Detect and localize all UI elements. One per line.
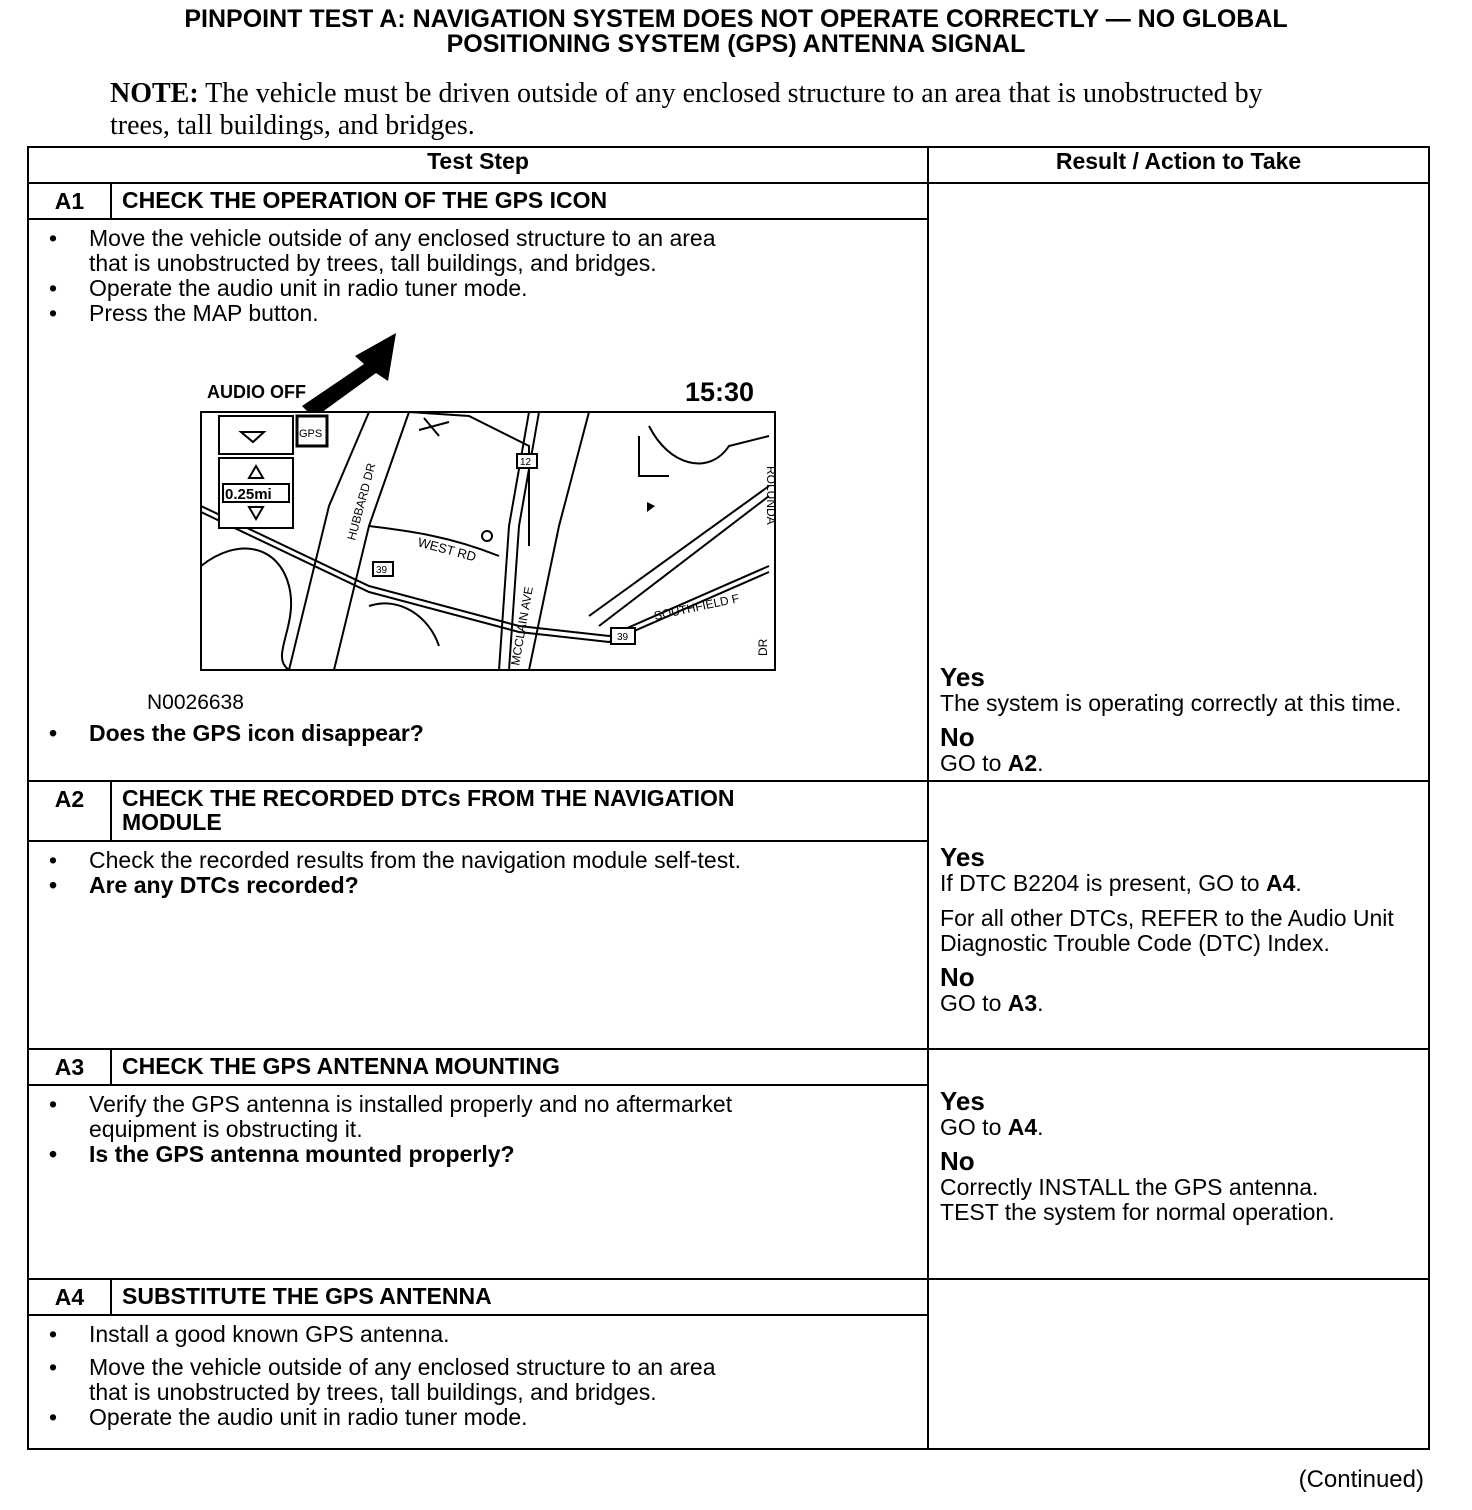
list-item: • Check the recorded results from the navigation module self-test. [49, 848, 917, 873]
col-result: Result / Action to Take [928, 147, 1429, 183]
street-label: ROLUNDA [764, 466, 778, 525]
no-text: GO to A3. [940, 990, 1044, 1016]
list-item: • Operate the audio unit in radio tuner mode. [49, 276, 917, 301]
street-label: WEST RD [416, 534, 478, 565]
no-text-1: Correctly INSTALL the GPS antenna. [940, 1174, 1319, 1200]
no-text: GO to A2. [940, 750, 1044, 776]
street-label: DR [756, 638, 770, 656]
step-a3-result [928, 1049, 1429, 1279]
step-a3-body [28, 1085, 928, 1279]
note [110, 78, 1310, 142]
yes-text-2: For all other DTCs, REFER to the Audio Unit Diagnostic Trouble Code (DTC) Index. [940, 905, 1394, 956]
step-a2-result [928, 781, 1429, 1049]
clock-label: 15:30 [685, 377, 755, 407]
figure-id: N0026638 [147, 691, 244, 714]
yes-label: Yes [940, 842, 985, 872]
list-item: • Does the GPS icon disappear? [49, 721, 917, 746]
step-a1-result [928, 183, 1429, 781]
yes-text: If DTC B2204 is present, GO to A4. [940, 870, 1302, 896]
step-title: CHECK THE OPERATION OF THE GPS ICON [111, 183, 928, 219]
step-title: SUBSTITUTE THE GPS ANTENNA [111, 1279, 928, 1315]
nav-map-screen [169, 326, 809, 686]
list-item: • Is the GPS antenna mounted properly? [49, 1142, 917, 1167]
step-a4-body [28, 1315, 928, 1449]
no-text-2: TEST the system for normal operation. [940, 1199, 1335, 1225]
no-label: No [940, 722, 975, 752]
step-a1-bullets [29, 220, 927, 326]
title-line-1: PINPOINT TEST A: NAVIGATION SYSTEM DOES NOT OPERATE CORRECTLY — NO GLOBAL [184, 5, 1288, 33]
yes-label: Yes [940, 662, 985, 692]
step-title: CHECK THE RECORDED DTCs FROM THE NAVIGATION MODULE [111, 781, 928, 841]
step-a3-bullets [29, 1086, 927, 1167]
note-label: NOTE: [110, 78, 199, 109]
street-label: HUBBARD DR [344, 461, 379, 542]
step-id: A3 [28, 1049, 111, 1085]
step-a4-title-row [28, 1279, 1429, 1315]
list-item: • Verify the GPS antenna is installed properly and no aftermarket equipment is obstructing it. [49, 1092, 917, 1142]
step-a2-body [28, 841, 928, 1049]
audio-off-label: AUDIO OFF [207, 382, 306, 402]
street-label: MCCLAIN AVE [508, 585, 536, 667]
yes-label: Yes [940, 1086, 985, 1116]
step-a2-title-row [28, 781, 1429, 841]
step-a1-body [28, 219, 928, 781]
note-text: The vehicle must be driven outside of any enclosed structure to an area that is unobstructed by trees, tall buildings, and bridges. [110, 78, 1263, 141]
step-a1-title-row [28, 183, 1429, 219]
yes-text: The system is operating correctly at this time. [940, 690, 1402, 716]
step-title: CHECK THE GPS ANTENNA MOUNTING [111, 1049, 928, 1085]
step-a1-question [29, 721, 927, 746]
step-id: A2 [28, 781, 111, 841]
list-item: • Move the vehicle outside of any enclosed structure to an area that is unobstructed by trees, tall buildings, and bridges. [49, 1355, 917, 1405]
nav-map-figure [29, 326, 927, 721]
table-header [28, 147, 1429, 183]
list-item: • Move the vehicle outside of any enclosed structure to an area that is unobstructed by trees, tall buildings, and bridges. [49, 226, 917, 276]
page-title [0, 7, 1472, 57]
list-item: • Operate the audio unit in radio tuner mode. [49, 1405, 917, 1430]
step-a2-bullets [29, 842, 927, 898]
step-id: A1 [28, 183, 111, 219]
pinpoint-table [27, 146, 1430, 1450]
no-label: No [940, 1146, 975, 1176]
list-item: • Are any DTCs recorded? [49, 873, 917, 898]
continued-label: (Continued) [1298, 1466, 1424, 1493]
scale-label: 0.25mi [225, 486, 272, 503]
yes-text: GO to A4. [940, 1114, 1044, 1140]
route-shield-label: 39 [376, 565, 388, 576]
step-id: A4 [28, 1279, 111, 1315]
gps-icon-label: GPS [299, 428, 323, 440]
step-a4-result [928, 1279, 1429, 1449]
step-a3-title-row [28, 1049, 1429, 1085]
route-shield-label: 12 [520, 457, 532, 468]
zoom-view-button [219, 416, 293, 454]
no-label: No [940, 962, 975, 992]
list-item: • Press the MAP button. [49, 301, 917, 326]
list-item: • Install a good known GPS antenna. [49, 1322, 917, 1347]
step-a4-bullets [29, 1316, 927, 1430]
col-test-step: Test Step [28, 147, 928, 183]
pointer-arrow-icon [302, 333, 396, 418]
route-shield-label: 39 [617, 632, 629, 643]
title-line-2: POSITIONING SYSTEM (GPS) ANTENNA SIGNAL [446, 30, 1026, 58]
street-label: SOUTHFIELD F [652, 591, 741, 623]
